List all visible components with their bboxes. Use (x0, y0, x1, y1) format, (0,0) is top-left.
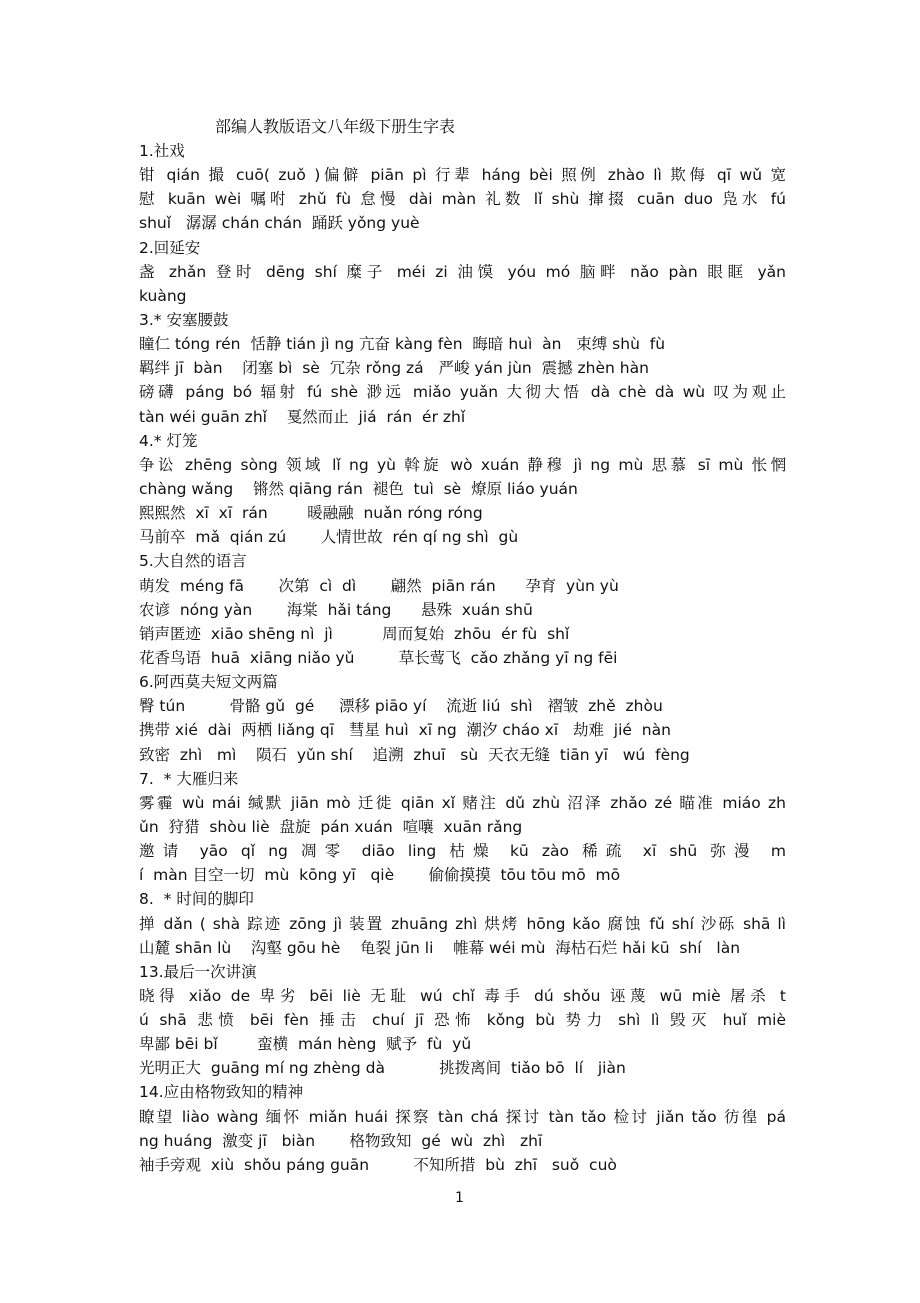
vocab-line: ú shā 悲愤 bēi fèn 捶击 chuí jī 恐怖 kǒng bù 势力 shì lì 毁灭 huǐ miè (139, 1011, 786, 1030)
vocab-line: tàn wéi guān zhǐ 戛然而止 jiá rán ér zhǐ (139, 407, 466, 426)
vocab-line: 马前卒 mǎ qián zú 人情世故 rén qí ng shì gù (139, 528, 519, 547)
vocab-line: ng huáng 激变 jī biàn 格物致知 gé wù zhì zhī (139, 1131, 543, 1150)
vocab-line: 慰 kuān wèi 嘱咐 zhǔ fù 怠慢 dài màn 礼数 lǐ shù 撺掇 cuān duo 凫水 fú (139, 190, 786, 209)
lesson-heading: 8. * 时间的脚印 (139, 890, 254, 909)
vocab-line: chàng wǎng 锵然 qiāng rán 褪色 tuì sè 燎原 liáo yuán (139, 479, 578, 498)
vocab-line: 袖手旁观 xiù shǒu páng guān 不知所措 bù zhī suǒ cuò (139, 1155, 617, 1174)
vocab-line: ǔn 狩猎 shòu liè 盘旋 pán xuán 喧嚷 xuān rǎng (139, 817, 523, 836)
vocab-line: shuǐ 潺潺 chán chán 踊跃 yǒng yuè (139, 214, 420, 233)
lesson-heading: 3.* 安塞腰鼓 (139, 310, 229, 329)
lesson-heading: 4.* 灯笼 (139, 431, 198, 450)
lesson-heading: 13.最后一次讲演 (139, 962, 257, 981)
vocab-line: 萌发 méng fā 次第 cì dì 翩然 piān rán 孕育 yùn yù (139, 576, 619, 595)
vocab-line: kuàng (139, 286, 187, 305)
vocab-line: 臀 tún 骨骼 gǔ gé 漂移 piāo yí 流逝 liú shì 褶皱 zhě zhòu (139, 697, 663, 716)
lesson-heading: 7. * 大雁归来 (139, 769, 239, 788)
vocab-line: 瞭望 liào wàng 缅怀 miǎn huái 探察 tàn chá 探讨 tàn tǎo 检讨 jiǎn tǎo 彷徨 pá (139, 1107, 786, 1126)
vocab-line: í màn 目空一切 mù kōng yī qiè 偷偷摸摸 tōu tōu mō mō (139, 866, 621, 885)
vocab-line: 钳 qián 撮 cuō( zuǒ )偏僻 piān pì 行辈 háng bèi 照例 zhào lì 欺侮 qī wǔ 宽 (139, 166, 786, 185)
vocab-line: 掸 dǎn ( shà 踪迹 zōng jì 装置 zhuāng zhì 烘烤 hōng kǎo 腐蚀 fǔ shí 沙砾 shā lì (139, 914, 786, 933)
lesson-heading: 2.回延安 (139, 238, 201, 257)
vocab-line: 熙熙然 xī xī rán 暖融融 nuǎn róng róng (139, 504, 483, 523)
vocab-line: 盏 zhǎn 登时 dēng shí 糜子 méi zi 油馍 yóu mó 脑畔 nǎo pàn 眼眶 yǎn (139, 262, 786, 281)
vocab-line: 晓得 xiǎo de 卑劣 bēi liè 无耻 wú chǐ 毒手 dú shǒu 诬蔑 wū miè 屠杀 t (139, 986, 786, 1005)
vocab-line: 农谚 nóng yàn 海棠 hǎi táng 悬殊 xuán shū (139, 600, 533, 619)
lesson-heading: 1.社戏 (139, 142, 185, 160)
vocab-line: 雾霾 wù mái 缄默 jiān mò 迁徙 qiān xǐ 赌注 dǔ zhù 沼泽 zhǎo zé 瞄准 miáo zh (139, 793, 786, 812)
vocab-line: 磅礴 páng bó 辐射 fú shè 渺远 miǎo yuǎn 大彻大悟 dà chè dà wù 叹为观止 (139, 383, 786, 402)
vocab-line: 邀请 yāo qǐ ng 凋零 diāo ling 枯燥 kū zào 稀疏 xī shū 弥漫 m (139, 842, 786, 861)
vocab-line: 销声匿迹 xiāo shēng nì jì 周而复始 zhōu ér fù shǐ (139, 624, 570, 643)
lesson-heading: 6.阿西莫夫短文两篇 (139, 673, 278, 692)
vocabulary-list (139, 139, 786, 1177)
vocab-line: 卑鄙 bēi bǐ 蛮横 mán hèng 赋予 fù yǔ (139, 1035, 472, 1054)
vocab-line: 争讼 zhēng sòng 领域 lǐ ng yù 斡旋 wò xuán 静穆 jì ng mù 思慕 sī mù 怅惘 (139, 455, 786, 474)
vocab-line: 羁绊 jī bàn 闭塞 bì sè 冗杂 rǒng zá 严峻 yán jùn 震撼 zhèn hàn (139, 359, 649, 378)
vocab-line: 光明正大 guāng mí ng zhèng dà 挑拨离间 tiǎo bō lí jiàn (139, 1059, 626, 1078)
vocab-line: 瞳仁 tóng rén 恬静 tián jì ng 亢奋 kàng fèn 晦暗 huì àn 束缚 shù fù (139, 335, 666, 354)
lesson-heading: 5.大自然的语言 (139, 552, 247, 571)
document-title: 部编人教版语文八年级下册生字表 (215, 117, 456, 136)
vocab-line: 致密 zhì mì 陨石 yǔn shí 追溯 zhuī sù 天衣无缝 tiān yī wú fèng (139, 745, 690, 764)
vocab-line: 山麓 shān lù 沟壑 gōu hè 龟裂 jūn li 帷幕 wéi mù 海枯石烂 hǎi kū shí làn (139, 938, 741, 957)
vocab-line: 花香鸟语 huā xiāng niǎo yǔ 草长莺飞 cǎo zhǎng yī ng fēi (139, 648, 618, 667)
lesson-heading: 14.应由格物致知的精神 (139, 1083, 304, 1102)
page-number: 1 (455, 1190, 464, 1206)
vocab-line: 携带 xié dài 两栖 liǎng qī 彗星 huì xī ng 潮汐 cháo xī 劫难 jié nàn (139, 721, 671, 740)
